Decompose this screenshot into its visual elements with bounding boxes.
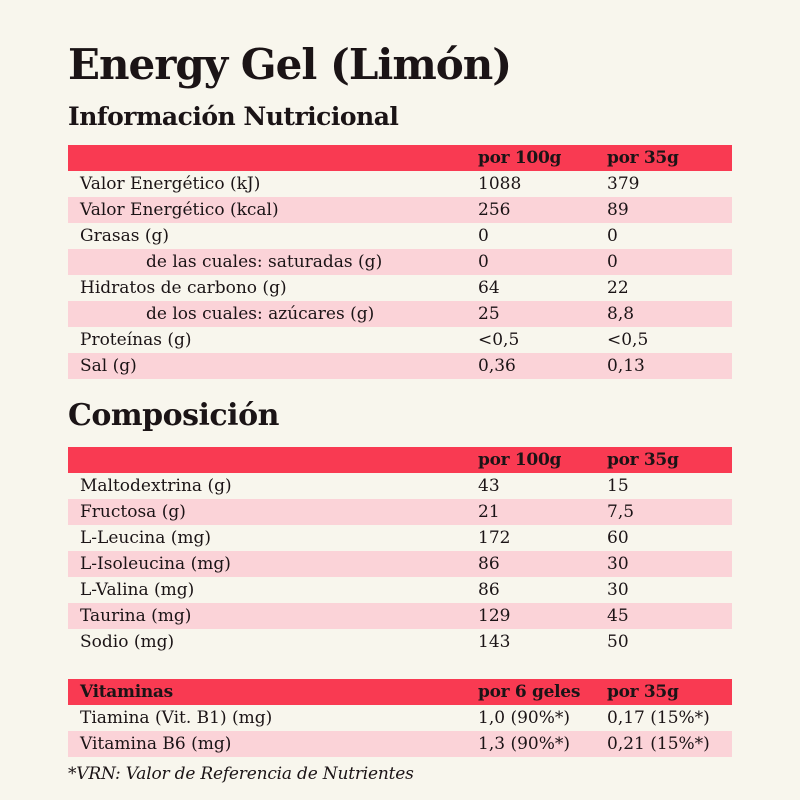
row-label: de las cuales: saturadas (g) (146, 252, 383, 272)
table-row (68, 499, 732, 525)
header-col-per-6-geles: por 6 geles (478, 679, 607, 705)
row-value-per-100g: 64 (478, 278, 500, 298)
row-value-per-100g: 172 (478, 528, 511, 548)
row-label: Taurina (mg) (80, 606, 192, 626)
row-value-per-100g: 0 (478, 226, 489, 246)
row-value-per-100g: 0 (478, 252, 489, 272)
table-row (68, 731, 732, 757)
row-value-per-100g: 43 (478, 476, 500, 496)
row-value-per-35g: 60 (607, 528, 629, 548)
row-value-per-6-geles: 1,3 (90%*) (478, 734, 570, 754)
row-value-per-35g: 7,5 (607, 502, 635, 522)
row-label: Valor Energético (kcal) (80, 200, 279, 220)
row-label: Sal (g) (80, 356, 137, 376)
row-value-per-100g: 21 (478, 502, 500, 522)
row-label: Valor Energético (kJ) (80, 174, 261, 194)
table-row (68, 275, 732, 301)
header-col-per-35g: por 35g (607, 145, 732, 171)
vrn-footnote: *VRN: Valor de Referencia de Nutrientes (68, 764, 414, 784)
row-value-per-100g: 1088 (478, 174, 522, 194)
row-value-per-100g: 143 (478, 632, 511, 652)
row-value-per-100g: 25 (478, 304, 500, 324)
table-row (68, 603, 732, 629)
table-row (68, 629, 732, 655)
row-value-per-6-geles: 1,0 (90%*) (478, 708, 570, 728)
composition-heading: Composición (68, 398, 279, 433)
header-col-per-100g: por 100g (478, 447, 607, 473)
row-value-per-35g: 50 (607, 632, 629, 652)
row-value-per-35g: <0,5 (607, 330, 649, 350)
nutrition-info-table (68, 145, 732, 379)
table-row (68, 223, 732, 249)
table-row (68, 473, 732, 499)
row-value-per-100g: 129 (478, 606, 511, 626)
row-value-per-100g: 256 (478, 200, 511, 220)
row-value-per-35g: 89 (607, 200, 629, 220)
table-row (68, 327, 732, 353)
table-row (68, 577, 732, 603)
composition-table (68, 447, 732, 655)
row-value-per-35g: 45 (607, 606, 629, 626)
header-spacer-cell (68, 145, 478, 171)
row-value-per-35g: 0 (607, 226, 618, 246)
row-value-per-100g: 0,36 (478, 356, 516, 376)
table-header-row (68, 145, 732, 171)
row-label: Proteínas (g) (80, 330, 192, 350)
table-header-row (68, 679, 732, 705)
row-value-per-35g: 15 (607, 476, 629, 496)
row-value-per-35g: 22 (607, 278, 629, 298)
table-row-indented (68, 301, 732, 327)
row-value-per-35g: 0,13 (607, 356, 645, 376)
row-value-per-100g: 86 (478, 580, 500, 600)
row-label: Vitamina B6 (mg) (80, 734, 232, 754)
row-value-per-35g: 8,8 (607, 304, 635, 324)
row-value-per-35g: 0,17 (15%*) (607, 708, 710, 728)
section-composition (68, 398, 732, 655)
table-header-row (68, 447, 732, 473)
row-value-per-35g: 0,21 (15%*) (607, 734, 710, 754)
row-label: L-Leucina (mg) (80, 528, 212, 548)
row-label: Sodio (mg) (80, 632, 175, 652)
row-label: Grasas (g) (80, 226, 169, 246)
section-nutrition-info (68, 104, 732, 379)
vitamins-table (68, 679, 732, 757)
row-value-per-35g: 379 (607, 174, 640, 194)
row-label: Fructosa (g) (80, 502, 186, 522)
product-title: Energy Gel (Limón) (68, 40, 512, 89)
row-label: Maltodextrina (g) (80, 476, 232, 496)
row-label: de los cuales: azúcares (g) (146, 304, 375, 324)
row-label: Tiamina (Vit. B1) (mg) (80, 708, 273, 728)
table-row (68, 197, 732, 223)
section-vitamins (68, 679, 732, 784)
table-row-indented (68, 249, 732, 275)
row-value-per-100g: <0,5 (478, 330, 520, 350)
row-label: L-Isoleucina (mg) (80, 554, 231, 574)
table-row (68, 551, 732, 577)
table-row (68, 171, 732, 197)
header-spacer-cell (68, 447, 478, 473)
header-col-vitamins: Vitaminas (68, 679, 478, 705)
row-label: Hidratos de carbono (g) (80, 278, 287, 298)
row-label: L-Valina (mg) (80, 580, 195, 600)
header-col-per-35g: por 35g (607, 447, 732, 473)
nutrition-info-heading: Información Nutricional (68, 102, 399, 131)
table-row (68, 705, 732, 731)
row-value-per-35g: 30 (607, 580, 629, 600)
table-row (68, 353, 732, 379)
table-row (68, 525, 732, 551)
row-value-per-35g: 0 (607, 252, 618, 272)
row-value-per-100g: 86 (478, 554, 500, 574)
row-value-per-35g: 30 (607, 554, 629, 574)
header-col-per-35g: por 35g (607, 679, 732, 705)
header-col-per-100g: por 100g (478, 145, 607, 171)
